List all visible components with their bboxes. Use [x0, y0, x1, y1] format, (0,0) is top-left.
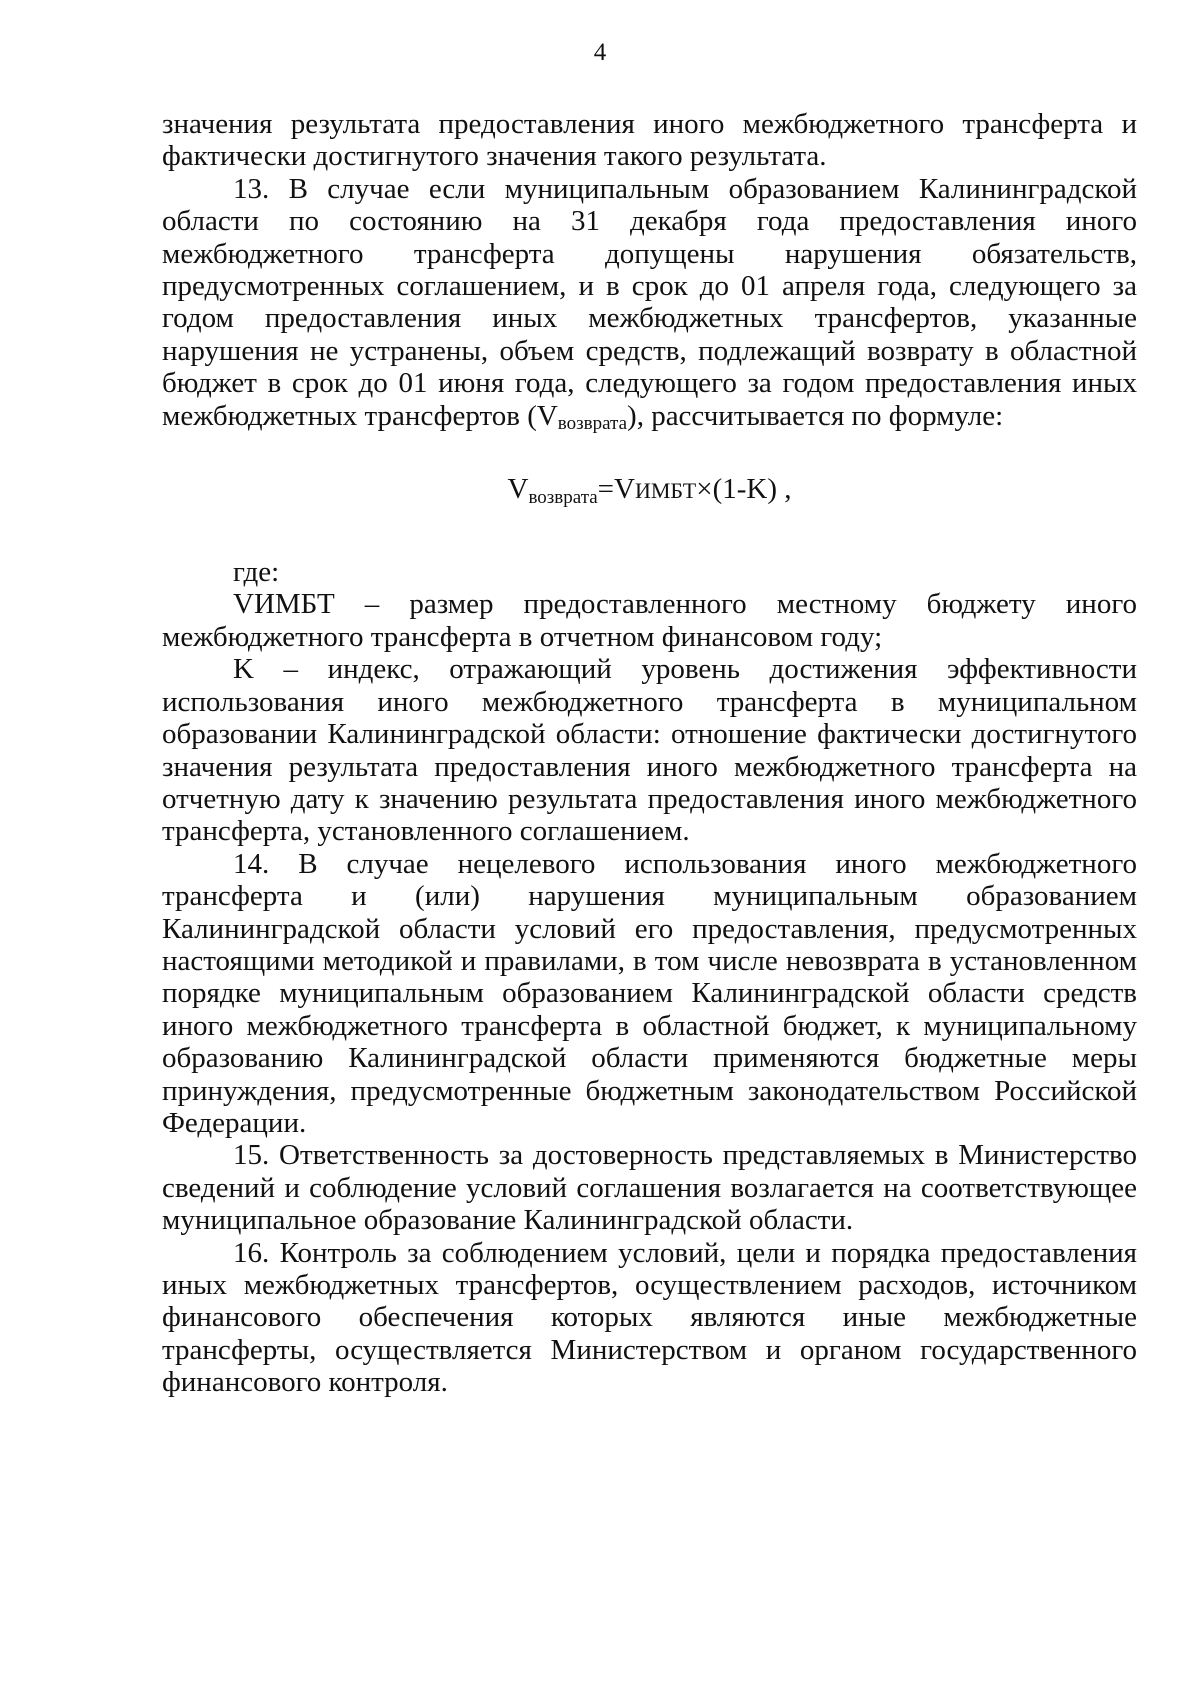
- paragraph-13-text: 13. В случае если муниципальным образованием Калининградской области по состоянию на 31 декабря года предоставления иного межбюджетного трансферта допущены нарушения обязательств, предусмотренных соглашением, и в срок до 01 апреля года, следующего за годом предоставления иных межбюджетных трансфертов, указанные нарушения не устранены, объем средств, подлежащий возврату в областной бюджет в срок до 01 июня года, следующего за годом предоставления иных межбюджетных трансфертов (V: [162, 172, 1137, 432]
- formula-equals-v: =V: [597, 473, 635, 506]
- document-body: [162, 108, 1137, 1399]
- definition-k: K – индекс, отражающий уровень достижения эффективности использования иного межбюджетного трансферта в муниципальном образовании Калининградской области: отношение фактически достигнутого значения результата предоставления иного межбюджетного трансферта на отчетную дату к значению результата предоставления иного межбюджетного трансферта, установленного соглашением.: [162, 653, 1137, 848]
- definition-vimbt: [162, 588, 1137, 653]
- definition-vimbt-term: VИМБТ: [233, 588, 335, 621]
- paragraph-13-subscript: возврата: [557, 412, 628, 434]
- formula-rest: ×(1-K) ,: [696, 473, 792, 506]
- paragraph-14: 14. В случае нецелевого использования иного межбюджетного трансферта и (или) нарушения муниципальным образованием Калининградской области условий его предоставления, предусмотренных настоящими методикой и правилами, в том числе невозврата в установленном порядке муниципальным образованием Калининградской области средств иного межбюджетного трансферта в областной бюджет, к муниципальному образованию Калининградской области применяются бюджетные меры принуждения, предусмотренные бюджетным законодательством Российской Федерации.: [162, 847, 1137, 1139]
- definitions-where: где:: [233, 556, 280, 589]
- paragraph-13: [162, 173, 1137, 432]
- formula-imbt: ИМБТ: [634, 478, 697, 504]
- return-formula: [162, 472, 1137, 508]
- formula-v: V: [507, 473, 529, 506]
- definition-vimbt-text: – размер предоставленного местному бюджету иного межбюджетного трансферта в отчетном финансовом году;: [162, 588, 1137, 653]
- formula-v-subscript: возврата: [528, 487, 598, 509]
- paragraph-13-text-end: ), рассчитывается по формуле:: [627, 399, 1004, 432]
- paragraph-16: 16. Контроль за соблюдением условий, цели и порядка предоставления иных межбюджетных трансфертов, осуществлением расходов, источником финансового обеспечения которых являются иные межбюджетные трансферты, осуществляется Министерством и органом государственного финансового контроля.: [162, 1236, 1137, 1399]
- paragraph-continuation: значения результата предоставления иного межбюджетного трансферта и фактически достигнутого значения такого результата.: [162, 108, 1137, 173]
- paragraph-15: 15. Ответственность за достоверность представляемых в Министерство сведений и соблюдение условий соглашения возлагается на соответствующее муниципальное образование Калининградской области.: [162, 1139, 1137, 1237]
- page-number: 4: [593, 39, 607, 66]
